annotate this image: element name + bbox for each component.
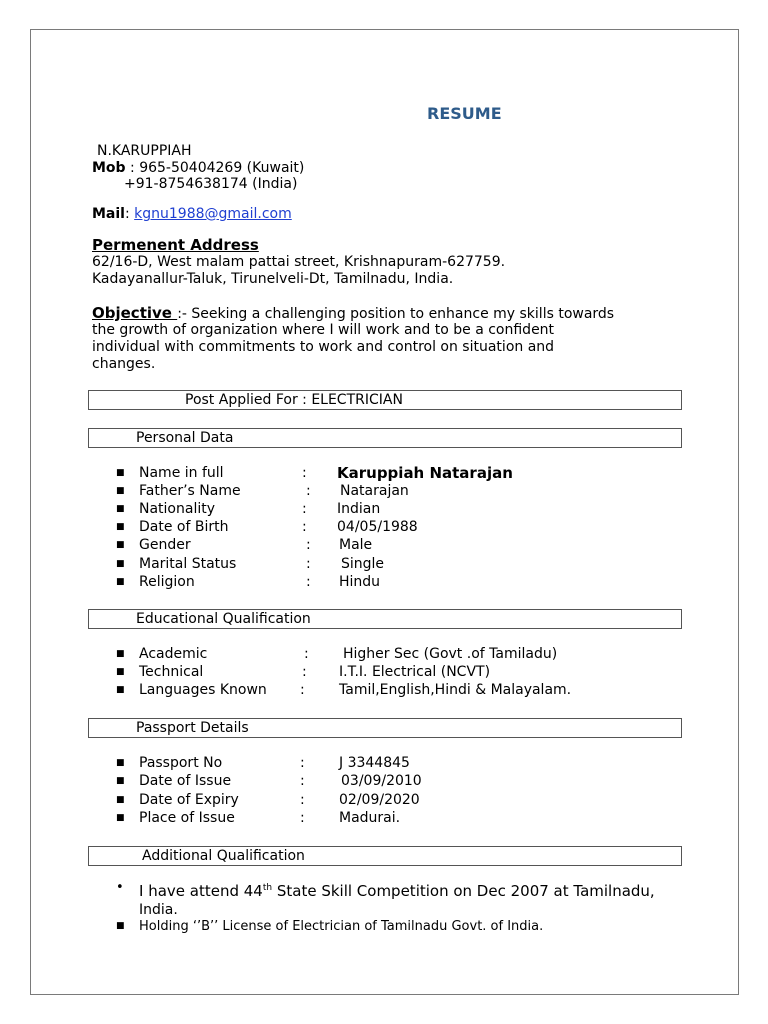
objective-heading: Objective (92, 304, 178, 322)
colon: : (304, 646, 309, 662)
bullet-icon: ■ (116, 649, 125, 659)
passport-value-issue-date: 03/09/2010 (341, 773, 422, 789)
colon: : (300, 810, 305, 826)
personal-label-nationality: Nationality (139, 501, 216, 517)
education-heading: Educational Qualification (136, 611, 311, 627)
colon: : (302, 501, 307, 517)
additional-item-2: Holding ‘’B’’ License of Electrician of Tamilnadu Govt. of India. (139, 919, 544, 934)
objective-text-1: Seeking a challenging position to enhance my skills towards (191, 306, 615, 322)
passport-label-issue-date: Date of Issue (139, 773, 232, 789)
bullet-icon: ■ (116, 468, 125, 478)
passport-label-number: Passport No (139, 755, 223, 771)
bullet-icon: ■ (116, 486, 125, 496)
bullet-icon: ■ (116, 577, 125, 587)
personal-data-heading: Personal Data (136, 430, 234, 446)
personal-label-gender: Gender (139, 537, 191, 553)
education-value-academic: Higher Sec (Govt .of Tamiladu) (343, 646, 558, 662)
resume-title: RESUME (427, 104, 502, 123)
passport-value-place: Madurai. (339, 810, 401, 826)
bullet-icon: ■ (116, 667, 125, 677)
bullet-icon: ■ (116, 813, 125, 823)
personal-value-marital: Single (341, 556, 385, 572)
personal-data-box (88, 428, 682, 448)
personal-label-dob: Date of Birth (139, 519, 229, 535)
candidate-name: N.KARUPPIAH (97, 143, 192, 159)
personal-value-gender: Male (339, 537, 373, 553)
personal-value-father: Natarajan (340, 483, 409, 499)
personal-value-name: Karuppiah Natarajan (337, 464, 513, 482)
email-link[interactable]: kgnu1988@gmail.com (134, 206, 292, 222)
passport-value-number: J 3344845 (339, 755, 410, 771)
mob-separator: : (125, 160, 140, 176)
objective-line-3: individual with commitments to work and control on situation and (92, 339, 555, 355)
post-applied-text: Post Applied For : ELECTRICIAN (185, 392, 403, 408)
mobile-india: +91-8754638174 (India) (124, 176, 298, 192)
education-value-languages: Tamil,English,Hindi & Malayalam. (339, 682, 572, 698)
additional-item-1-text-b: State Skill Competition on Dec 2007 at Tamilnadu, (272, 882, 655, 900)
mobile-kuwait: 965-50404269 (Kuwait) (139, 160, 305, 176)
personal-label-father: Father’s Name (139, 483, 241, 499)
additional-item-1-text-a: I have attend 44 (139, 882, 263, 900)
colon: : (302, 465, 307, 481)
personal-value-dob: 04/05/1988 (337, 519, 418, 535)
education-label-technical: Technical (139, 664, 204, 680)
education-label-languages: Languages Known (139, 682, 267, 698)
post-applied-box (88, 390, 682, 410)
passport-box (88, 718, 682, 738)
additional-item-1 (139, 883, 655, 900)
passport-label-place: Place of Issue (139, 810, 235, 826)
additional-box (88, 846, 682, 866)
additional-item-1-cont: India. (139, 902, 178, 918)
address-line-1: 62/16-D, West malam pattai street, Krishnapuram-627759. (92, 254, 506, 270)
bullet-icon: ■ (116, 540, 125, 550)
education-box (88, 609, 682, 629)
bullet-icon: ■ (116, 522, 125, 532)
colon: : (300, 755, 305, 771)
objective-line-4: changes. (92, 356, 156, 372)
colon: : (302, 664, 307, 680)
objective-line-2: the growth of organization where I will work and to be a confident (92, 322, 555, 338)
address-line-2: Kadayanallur-Taluk, Tirunelveli-Dt, Tamilnadu, India. (92, 271, 454, 287)
bullet-icon: ■ (116, 795, 125, 805)
personal-label-marital: Marital Status (139, 556, 237, 572)
address-heading: Permenent Address (92, 236, 259, 254)
mail-label: Mail (92, 206, 125, 222)
personal-label-name: Name in full (139, 465, 224, 481)
personal-value-nationality: Indian (337, 501, 381, 517)
mob-label: Mob (92, 160, 126, 176)
education-value-technical: I.T.I. Electrical (NCVT) (339, 664, 491, 680)
colon: : (306, 574, 311, 590)
mail-line (92, 206, 292, 223)
objective-line-1 (92, 305, 614, 323)
colon: : (302, 519, 307, 535)
colon: : (306, 483, 311, 499)
mobile-line-1 (92, 160, 304, 177)
colon: : (306, 537, 311, 553)
ordinal-superscript: th (262, 883, 273, 893)
bullet-icon: • (116, 880, 124, 895)
bullet-icon: ■ (116, 758, 125, 768)
colon: : (306, 556, 311, 572)
colon: : (300, 792, 305, 808)
additional-heading: Additional Qualification (142, 848, 305, 864)
passport-value-expiry: 02/09/2020 (339, 792, 420, 808)
education-label-academic: Academic (139, 646, 208, 662)
personal-label-religion: Religion (139, 574, 195, 590)
mail-separator: : (124, 206, 135, 222)
bullet-icon: ■ (116, 776, 125, 786)
passport-heading: Passport Details (136, 720, 249, 736)
personal-value-religion: Hindu (339, 574, 381, 590)
bullet-icon: ■ (116, 685, 125, 695)
bullet-icon: ■ (116, 559, 125, 569)
bullet-icon: ■ (116, 504, 125, 514)
objective-separator: :- (177, 306, 192, 322)
bullet-icon: ■ (116, 921, 125, 931)
colon: : (300, 682, 305, 698)
colon: : (300, 773, 305, 789)
passport-label-expiry: Date of Expiry (139, 792, 239, 808)
